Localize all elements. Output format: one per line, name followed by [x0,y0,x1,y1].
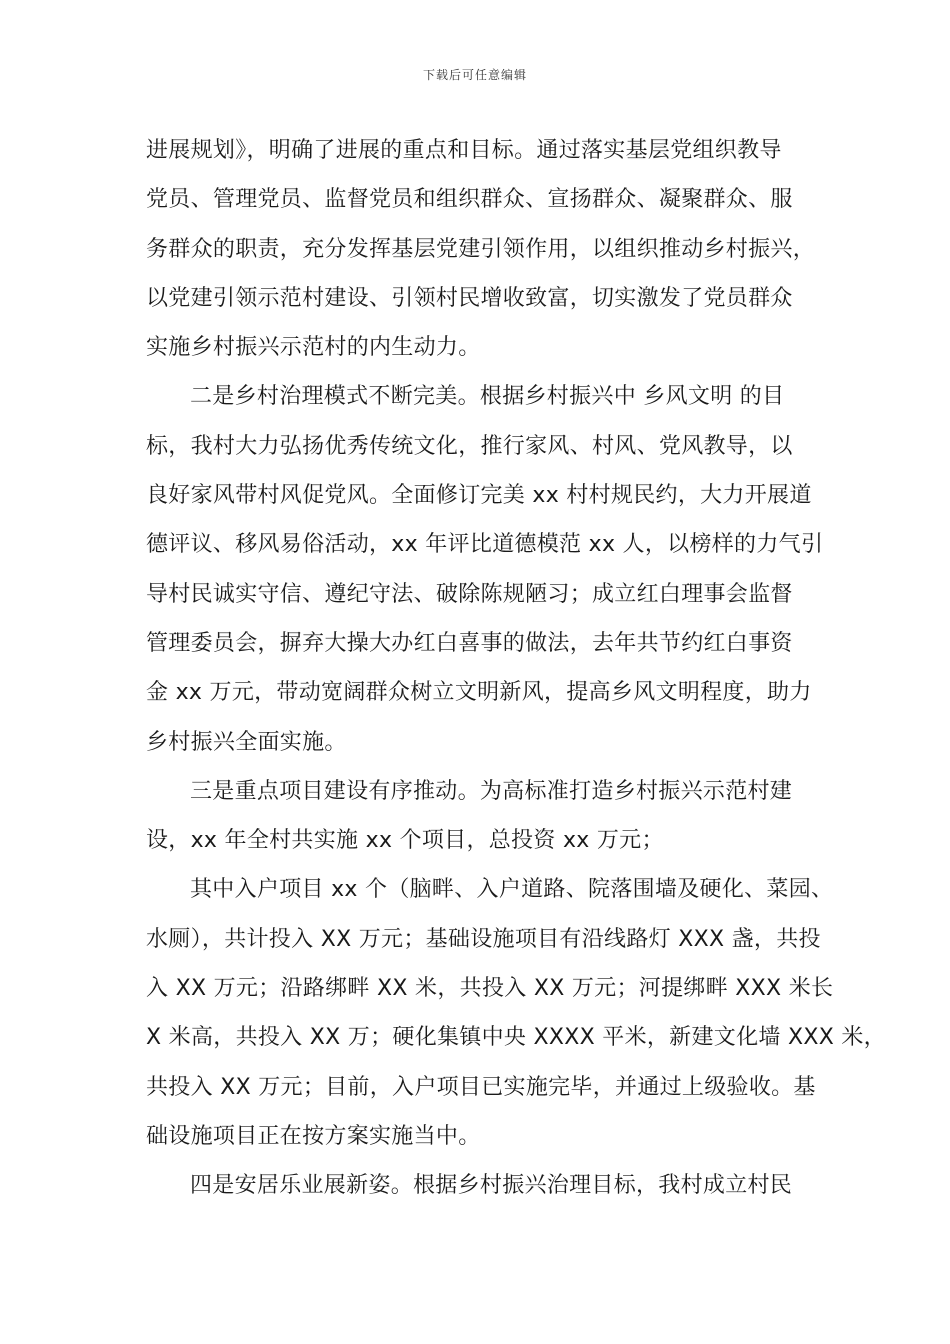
text-line: 其中入户项目 xx 个（脑畔、入户道路、院落围墙及硬化、菜园、 [190,877,834,903]
text-line: 导村民诚实守信、遵纪守法、破除陈规陋习；成立红白理事会监督 [146,581,793,607]
text-line: 标，我村大力弘扬优秀传统文化，推行家风、村风、党风教导，以 [146,433,793,459]
text-line: 党员、管理党员、监督党员和组织群众、宣扬群众、凝聚群众、服 [146,187,793,213]
text-line: 共投入 XX 万元；目前，入户项目已实施完毕，并通过上级验收。基 [146,1074,816,1100]
text-line: 进展规划》，明确了进展的重点和目标。通过落实基层党组织教导 [146,138,782,163]
paragraph [146,774,816,873]
paragraph [146,1168,816,1217]
text-line: 良好家风带村风促党风。全面修订完美 xx 村村规民约，大力开展道 [146,483,812,509]
text-line: 管理委员会，摒弃大操大办红白喜事的做法，去年共节约红白事资 [146,630,793,656]
text-line: 金 xx 万元，带动宽阔群众树立文明新风，提高乡风文明程度，助力 [146,680,812,706]
text-line: 础设施项目正在按方案实施当中。 [146,1123,481,1149]
document-body [146,133,886,1218]
text-line: 乡村振兴全面实施。 [146,729,347,755]
text-line: 二是乡村治理模式不断完美。根据乡村振兴中 乡风文明 的目 [190,384,785,410]
text-line: 德评议、移风易俗活动，xx 年评比道德模范 xx 人，以榜样的力气引 [146,532,824,558]
text-line: X 米高，共投入 XX 万；硬化集镇中央 XXXX 平米，新建文化墙 XXX 米， [146,1025,886,1051]
paragraph [146,379,824,773]
page-header-note: 下载后可任意编辑 [422,68,527,82]
text-line: 设，xx 年全村共实施 xx 个项目，总投资 xx 万元； [146,828,664,854]
text-line: 入 XX 万元；沿路绑畔 XX 米，共投入 XX 万元；河提绑畔 XXX 米长 [146,976,834,1002]
text-line: 水厕），共计投入 XX 万元；基础设施项目有沿线路灯 XXX 盏，共投 [146,926,821,952]
paragraph [146,133,816,379]
text-line: 三是重点项目建设有序推动。为高标准打造乡村振兴示范村建 [190,778,793,804]
text-line: 实施乡村振兴示范村的内生动力。 [146,335,481,361]
paragraph [146,872,886,1168]
text-line: 务群众的职责，充分发挥基层党建引领作用，以组织推动乡村振兴， [146,236,816,262]
text-line: 四是安居乐业展新姿。根据乡村振兴治理目标，我村成立村民 [190,1173,793,1199]
text-line: 以党建引领示范村建设、引领村民增收致富，切实激发了党员群众 [146,285,793,311]
